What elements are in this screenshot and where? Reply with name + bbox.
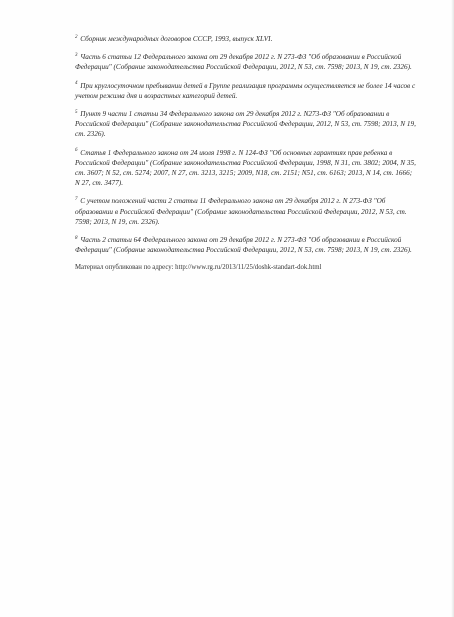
footnote-number: 5 (75, 109, 78, 115)
footnote-5 (75, 109, 417, 140)
footnote-text: С учетом положений части 2 статьи 11 Федерального закона от 29 декабря 2012 г. N 273-ФЗ "Об образовании в Российской Федерации" (Собрание законодательства Российской Федерации, 2012, N 53, ст. 7598; 2013, N 19, ст. 2326). (75, 197, 407, 226)
footnote-text: Часть 2 статьи 64 Федерального закона от 29 декабря 2012 г. N 273-ФЗ "Об образовании в Российской Федерации" (Собрание законодательства Российской Федерации, 2012, N 53, ст. 7598; 2013, N 19, ст. 2326). (75, 236, 412, 255)
footnote-text: Статья 1 Федерального закона от 24 июля 1998 г. N 124-ФЗ "Об основных гарантиях прав ребенка в Российской Федерации" (Собрание законодательства Российской Федерации, 1998, N 31, ст. 3802; 2004, N 35, ст. 3607; N 52, ст. 5274; 2007, N 27, ст. 3213, 3215; 2009, N18, ст. 2151; N51, ст. 6163; 2013, N 14, ст. 1666; N 27, ст. 3477). (75, 148, 416, 188)
footnote-number: 3 (75, 52, 78, 58)
footnote-text: При круглосуточном пребывании детей в Группе реализация программы осуществляется не более 14 часов с учетом режима дня и возрастных категорий детей. (75, 81, 416, 100)
footnote-8 (75, 235, 417, 255)
footnote-7 (75, 196, 417, 227)
footnote-2 (75, 34, 417, 44)
footnote-number: 7 (75, 197, 78, 203)
footnote-number: 6 (75, 148, 78, 154)
footnote-4 (75, 81, 417, 101)
footnote-number: 2 (75, 34, 78, 40)
footnote-text: Часть 6 статьи 12 Федерального закона от 29 декабря 2012 г. N 273-ФЗ "Об образовании в Российской Федерации" (Собрание законодательства Российской Федерации, 2012, N 53, ст. 7598; 2013, N 19, ст. 2326). (75, 53, 412, 72)
footnote-text: Пункт 9 части 1 статьи 34 Федерального закона от 29 декабря 2012 г. N273-ФЗ "Об образовании в Российской Федерации" (Собрание законодательства Российской Федерации, 2012, N 53, ст. 7598; 2013, N 19, ст. 2326). (75, 110, 416, 139)
footnote-number: 8 (75, 235, 78, 241)
footnote-text: Сборник международных договоров СССР, 1993, выпуск XLVI. (80, 35, 273, 43)
footnote-6 (75, 148, 417, 189)
footnote-3 (75, 52, 417, 72)
source-note: Материал опубликован по адресу: http://www.rg.ru/2013/11/25/doshk-standart-dok.html (75, 264, 322, 272)
footnote-number: 4 (75, 81, 78, 87)
footnotes-section (75, 34, 417, 279)
